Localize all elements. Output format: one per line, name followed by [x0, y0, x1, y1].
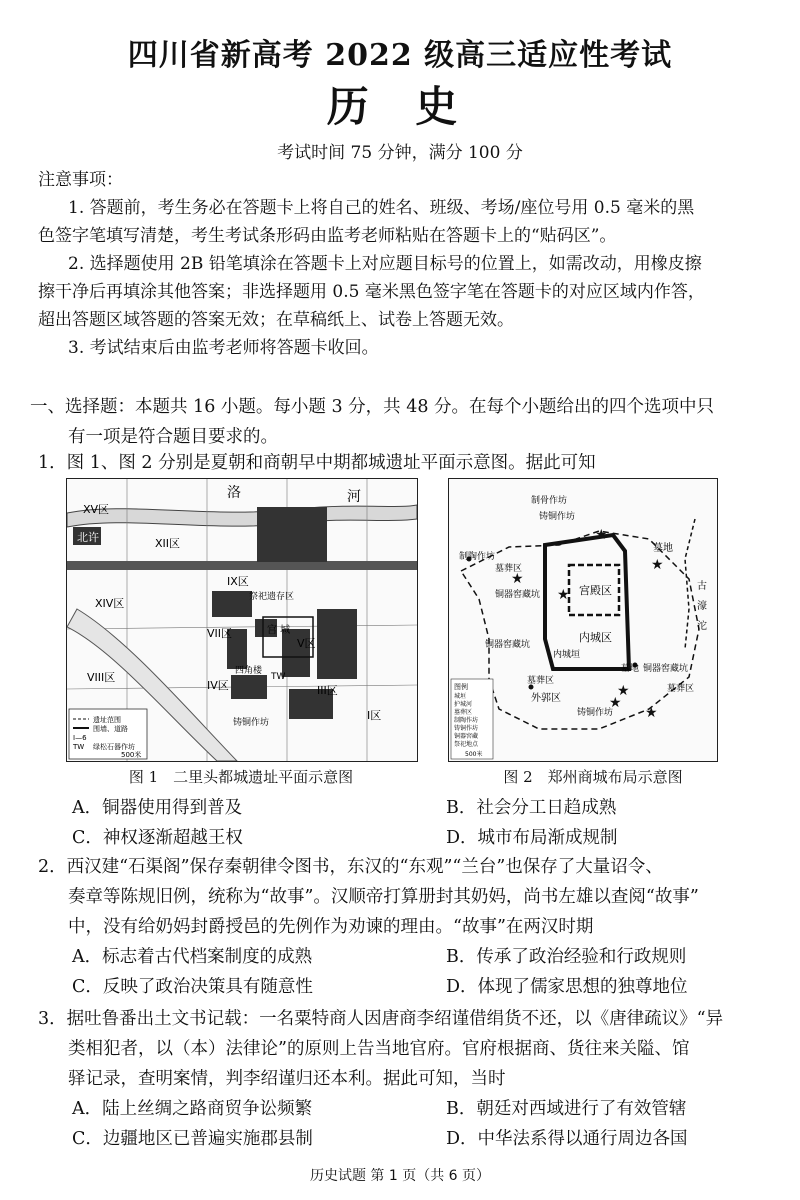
svg-text:★: ★ — [617, 683, 630, 699]
q1-option-c[interactable]: C．神权逐渐超越王权 — [72, 828, 243, 848]
fig2-label: 铜器窖藏坑 — [643, 664, 689, 674]
fig1-label: XII区 — [155, 537, 181, 550]
fig2-label: 墓葬区 — [495, 564, 523, 574]
fig1-label: 北许 — [77, 531, 99, 544]
fig2-label: 铜器窖藏坑 — [485, 640, 531, 650]
q1-option-b[interactable]: B．社会分工日趋成熟 — [446, 798, 617, 818]
fig1-legend: 绿松石器作坊 — [93, 743, 135, 751]
fig2-label: 铸铜作坊 — [577, 708, 614, 718]
fig1-label: 铸铜作坊 — [233, 718, 270, 728]
question-1-stem: 1．图 1、图 2 分别是夏朝和商朝早中期都城遗址平面示意图。据此可知 — [38, 453, 596, 473]
question-3-stem-cont: 类相犯者，以（本）法律论”的原则上告当地官府。官府根据商、货往来关隘、馆 — [68, 1039, 690, 1059]
fig1-label: 河 — [347, 489, 361, 505]
fig2-label: 制骨作坊 — [531, 496, 568, 506]
fig2-scale: 500米 — [465, 751, 483, 758]
question-2-stem-cont: 奏章等陈规旧例，统称为“故事”。汉顺帝打算册封其奶妈，尚书左雄以查阅“故事” — [68, 887, 699, 907]
fig1-label: 宫 城 — [267, 625, 291, 636]
figure-1-caption: 图 1 二里头都城遗址平面示意图 — [128, 768, 354, 786]
q2-option-a[interactable]: A．标志着古代档案制度的成熟 — [72, 947, 313, 967]
fig1-legend: 围墙、道路 — [93, 725, 128, 733]
q3-option-b[interactable]: B．朝廷对西域进行了有效管辖 — [446, 1099, 687, 1119]
fig1-label: XIV区 — [95, 597, 125, 610]
fig1-label: 四角楼 — [235, 666, 263, 676]
fig1-label: III区 — [317, 684, 338, 697]
fig2-label: 外郭区 — [531, 693, 561, 704]
svg-text:★: ★ — [609, 695, 622, 711]
fig2-legend: 墓葬区 — [454, 709, 473, 716]
fig2-label: 墓地 — [621, 664, 640, 674]
fig2-legend: 护城河 — [454, 701, 473, 708]
fig1-legend: I—6 — [73, 734, 87, 742]
fig2-label: 沱 — [697, 621, 707, 632]
fig1-label: XV区 — [83, 503, 110, 516]
figure-1-map — [66, 478, 418, 762]
svg-text:★: ★ — [511, 571, 524, 587]
fig2-legend: 祭祀地点 — [454, 741, 479, 748]
fig1-label: IV区 — [207, 679, 229, 692]
subject-title: 历 史 — [326, 82, 474, 131]
page-footer: 历史试题 第 1 页（共 6 页） — [309, 1168, 491, 1184]
q2-option-b[interactable]: B．传承了政治经验和行政规则 — [446, 947, 687, 967]
figure-2-caption: 图 2 郑州商城布局示意图 — [503, 768, 683, 786]
question-2-stem-cont: 中，没有给奶妈封爵授邑的先例作为劝谏的理由。“故事”在两汉时期 — [68, 917, 594, 937]
fig1-label: VIII区 — [87, 671, 116, 684]
notice-line: 2. 选择题使用 2B 铅笔填涂在答题卡上对应题目标号的位置上，如需改动，用橡皮擦 — [68, 254, 702, 274]
fig1-label: I区 — [367, 709, 382, 722]
exam-info: 考试时间 75 分钟，满分 100 分 — [277, 143, 523, 163]
fig1-scale: 500米 — [121, 751, 142, 759]
notice-line: 色签字笔填写清楚，考生考试条形码由监考老师粘贴在答题卡上的“贴码区”。 — [38, 226, 617, 246]
fig1-label: VII区 — [207, 627, 233, 640]
q3-option-c[interactable]: C．边疆地区已普遍实施郡县制 — [72, 1129, 313, 1149]
fig1-legend: TW — [73, 743, 85, 751]
svg-text:★: ★ — [595, 527, 608, 543]
exam-title: 四川省新高考 2022 级高三适应性考试 — [127, 38, 673, 73]
fig1-label: V区 — [297, 637, 316, 650]
fig2-legend-title: 图例 — [454, 683, 468, 691]
fig1-label: 洛 — [227, 485, 241, 501]
fig2-label: 内城区 — [579, 631, 612, 644]
q1-option-d[interactable]: D．城市布局渐成规制 — [446, 828, 618, 848]
section-heading-cont: 有一项是符合题目要求的。 — [68, 427, 278, 447]
fig2-legend: 铸铜作坊 — [454, 725, 479, 732]
fig1-label: 祭祀遗存区 — [249, 592, 295, 602]
fig2-label: 铜器窖藏坑 — [495, 590, 541, 600]
fig2-label: 濠 — [697, 601, 707, 612]
q3-option-a[interactable]: A．陆上丝绸之路商贸争讼频繁 — [72, 1099, 313, 1119]
fig2-label: 墓葬区 — [527, 676, 555, 686]
fig1-label: TW — [271, 672, 286, 682]
fig1-legend: 遗址范围 — [93, 716, 121, 724]
fig2-legend: 城垣 — [454, 693, 467, 700]
question-2-stem: 2．西汉建“石渠阁”保存秦朝律令图书，东汉的“东观”“兰台”也保存了大量诏令、 — [38, 857, 663, 877]
q2-option-c[interactable]: C．反映了政治决策具有随意性 — [72, 977, 313, 997]
fig2-label: 墓葬区 — [667, 684, 695, 694]
fig2-label: 制陶作坊 — [459, 552, 496, 562]
fig1-label: IX区 — [227, 575, 249, 588]
fig2-label: 古 — [697, 581, 707, 592]
svg-text:★: ★ — [645, 705, 658, 721]
fig2-legend: 制陶作坊 — [454, 717, 479, 724]
q3-option-d[interactable]: D．中华法系得以通行周边各国 — [446, 1129, 688, 1149]
notice-line: 超出答题区域答题的答案无效；在草稿纸上、试卷上答题无效。 — [38, 310, 514, 330]
q1-option-a[interactable]: A．铜器使用得到普及 — [72, 798, 243, 818]
notice-line: 1. 答题前，考生务必在答题卡上将自己的姓名、班级、考场/座位号用 0.5 毫米的黑 — [68, 198, 695, 218]
section-heading: 一、选择题：本题共 16 小题。每小题 3 分，共 48 分。在每个小题给出的四个选项中只 — [30, 397, 715, 417]
svg-text:★: ★ — [651, 557, 664, 573]
question-3-stem: 3．据吐鲁番出土文书记载：一名粟特商人因唐商李绍谨借绢货不还，以《唐律疏议》“异 — [38, 1009, 724, 1029]
svg-text:★: ★ — [557, 587, 570, 603]
notice-line: 擦干净后再填涂其他答案；非选择题用 0.5 毫米黑色签字笔在答题卡的对应区域内作答， — [38, 282, 705, 302]
question-3-stem-cont: 驿记录，查明案情，判李绍谨归还本利。据此可知，当时 — [68, 1069, 506, 1089]
fig2-label: 内城垣 — [553, 650, 581, 660]
notice-line: 3. 考试结束后由监考老师将答题卡收回。 — [68, 338, 379, 358]
fig2-label: 铸铜作坊 — [539, 512, 576, 522]
notice-heading: 注意事项： — [38, 170, 123, 190]
figure-2-map — [448, 478, 718, 762]
fig2-label: 墓地 — [653, 543, 673, 554]
fig2-label: 宫殿区 — [579, 584, 612, 597]
fig2-legend: 铜器窖藏 — [454, 733, 479, 740]
q2-option-d[interactable]: D．体现了儒家思想的独尊地位 — [446, 977, 688, 997]
